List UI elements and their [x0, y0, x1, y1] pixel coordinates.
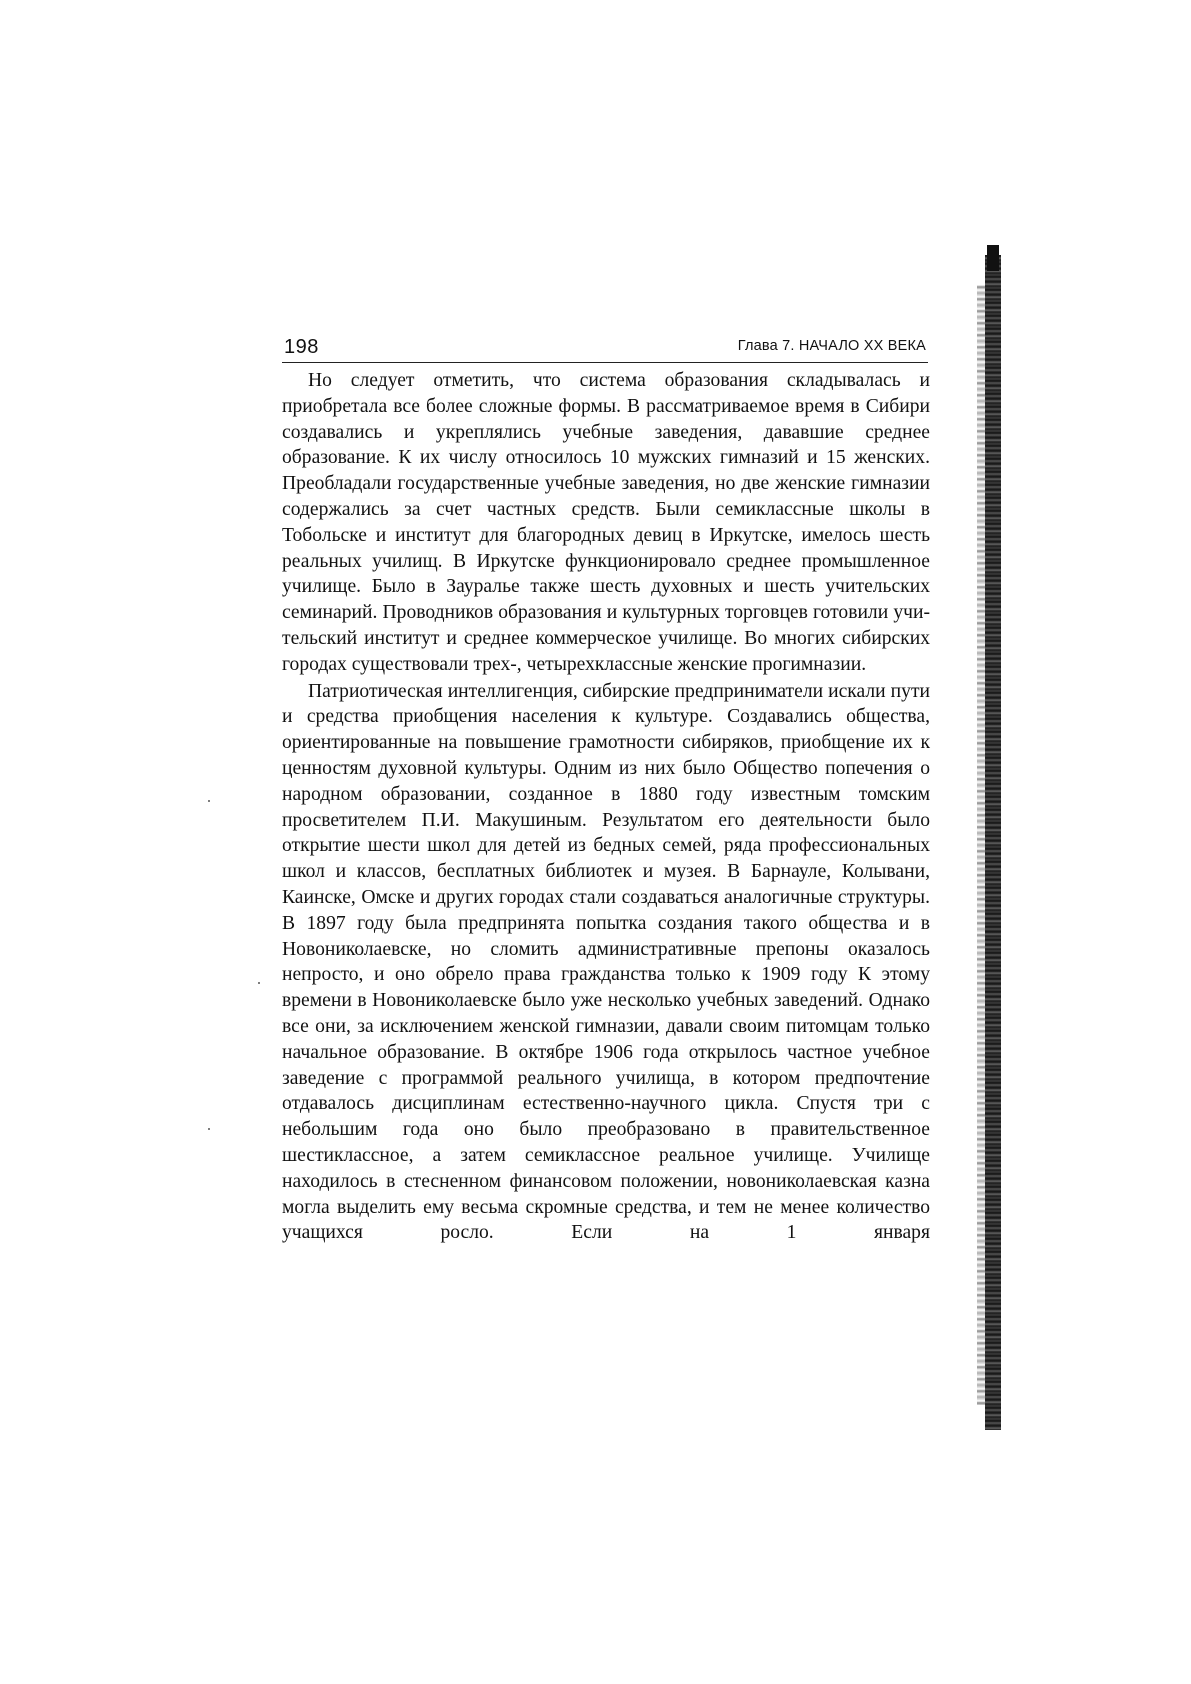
scan-speck [208, 1128, 210, 1130]
scanned-page-edge [985, 255, 1001, 1430]
body-text [282, 368, 930, 1246]
scan-speck [258, 982, 260, 984]
paragraph: Патриотическая интеллигенция, сибирские предприниматели искали пути и средства приобщения населения к культуре. Создавались общества, ориентированные на повышение грамотности сибиряков, приобщение их к ценностям духовной культуры. Одним из них было Общество попечения о народном образовании, созданное в 1880 году известным томским просветителем П.И. Макушиным. Результатом его деятельности было открытие шести школ для детей из бедных семей, ряда профессиональных школ и классов, бесплатных библиотек и музея. В Барнауле, Колывани, Каинске, Омске и других городах стали создаваться аналогичные структуры. В 1897 году была предпринята попытка создания такого общества и в Новониколаевске, но сломить административные препоны оказалось непросто, и оно обрело права гражданства только к 1909 году К этому времени в Новониколаевске было уже несколько учебных заведений. Однако все они, за исключением женской гимназии, давали своим питомцам только начальное образование. В октябре 1906 года открылось частное учебное заведение с программой реального училища, в котором предпочтение отдавалось дисциплинам естественно-научного цикла. Спустя три с небольшим года оно было преобразовано в правительственное шестиклассное, а затем семиклассное реальное училище. Училище находилось в стесненном финансовом положении, новониколаевская казна могла выделить ему весьма скромные средства, и тем не менее количество учащихся росло. Если на 1 января [282, 680, 930, 1244]
paragraph: Но следует отметить, что система образования складывалась и приобретала все более сложные формы. В рассматриваемое время в Сибири создавались и укреплялись учебные заведения, дававшие среднее образование. К их числу относилось 10 мужских гимназий и 15 женских. Преобладали государственные учебные заведения, но две женские гимназии содержались за счет частных средств. Были семиклассные школы в Тобольске и институт для благородных девиц в Иркутске, имелось шесть реальных училищ. В Иркутске функционировало среднее промышленное училище. Было в Зауралье также шесть духовных и шесть учительских семинарий. Проводников образования и культурных торговцев готовили учительский институт и среднее коммерческое училище. Во многих сибирских городах существовали трех-, четырехклассные женские прогимназии. [282, 370, 930, 675]
running-head: Глава 7. НАЧАЛО XX ВЕКА [737, 338, 926, 354]
page-number: 198 [284, 336, 319, 358]
page-header [282, 334, 928, 363]
scan-speck [208, 800, 210, 802]
